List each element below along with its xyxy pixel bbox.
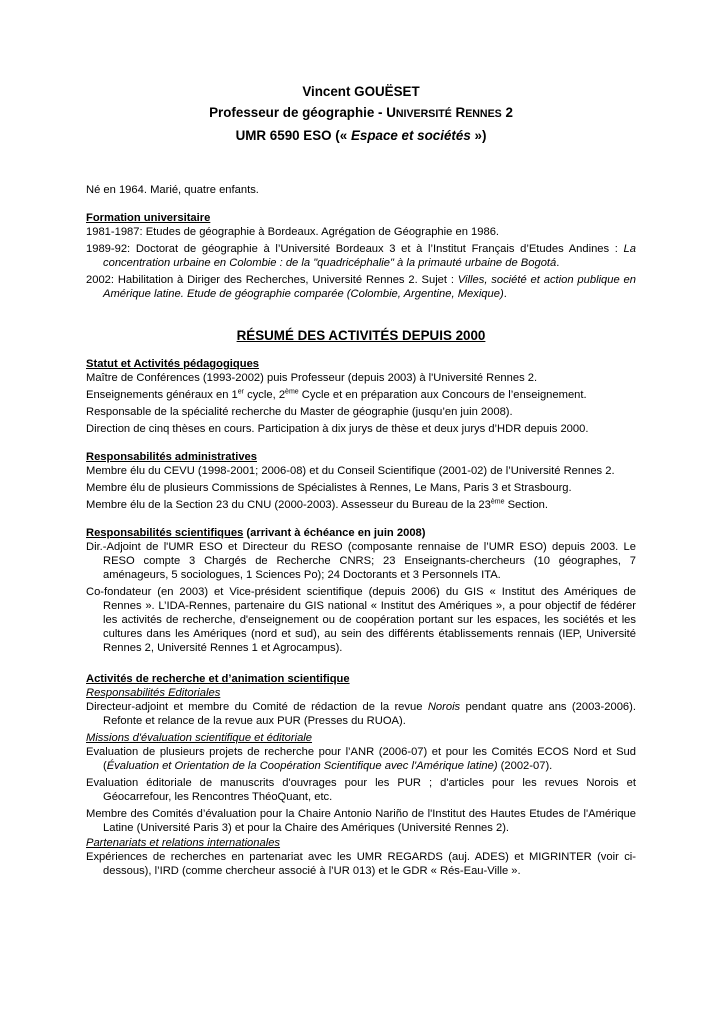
recherche-heading: Activités de recherche et d’animation scientifique [86,673,350,685]
formation-entry-1: 1981-1987: Etudes de géographie à Bordeaux. Agrégation de Géographie en 1986. [86,226,500,238]
recherche-entry-4: Membre des Comités d’évaluation pour la Chaire Antonio Nariño de l'Institut des Hautes Etudes de l'Amérique Latine (Université Paris 3) et pour la Chaire des Amériques (Université Rennes 2). [86,808,636,834]
author-lab: UMR 6590 ESO (« Espace et sociétés ») [235,128,487,143]
scient-heading: Responsabilités scientifiques (arrivant à échéance en juin 2008) [86,527,426,539]
statut-entry-2: Enseignements généraux en 1er cycle, 2ème Cycle et en préparation aux Concours de l’enseignement. [86,388,587,401]
author-name: Vincent GOUËSET [302,84,420,99]
scient-entry-2: Co-fondateur (en 2003) et Vice-président scientifique (depuis 2006) du GIS « Institut des Amériques de Rennes ». L’IDA-Rennes, partenaire du GIS national « Institut des Amériques », a pour objectif de fédérer les activités de recherche, d'enseignement ou de coopération portant sur les espaces, les sociétés et les cultures dans les Amériques (nord et sud), au sein des différents établissements rennais (IEP, Université Rennes 2, Université Rennes 1 et Agrocampus). [86,586,636,654]
recherche-sub-editoriales: Responsabilités Editoriales [86,687,221,699]
formation-heading: Formation universitaire [86,212,211,224]
document-header [86,84,636,143]
recherche-entry-2: Evaluation de plusieurs projets de recherche pour l’ANR (2006-07) et pour les Comités ECOS Nord et Sud (Évaluation et Orientation de la Coopération Scientifique avec l'Amérique latine) (2002-07). [86,746,636,772]
recherche-entry-1: Directeur-adjoint et membre du Comité de rédaction de la revue Norois pendant quatre ans (2003-2006). Refonte et relance de la revue aux PUR (Presses du RUOA). [86,701,636,727]
admin-entry-3: Membre élu de la Section 23 du CNU (2000-2003). Assesseur du Bureau de la 23ème Section. [86,498,549,511]
statut-heading: Statut et Activités pédagogiques [86,358,260,370]
author-title: Professeur de géographie - UNIVERSITÉ RENNES 2 [209,105,513,120]
recherche-entry-3: Evaluation éditoriale de manuscrits d'ouvrages pour les PUR ; d'articles pour les revues Norois et Géocarrefour, les Rencontres ThéoQuant, etc. [86,777,636,803]
formation-entry-3: 2002: Habilitation à Diriger des Recherches, Université Rennes 2. Sujet : Villes, société et action publique en Amérique latine. Etude de géographie comparée (Colombie, Argentine, Mexique). [86,274,636,300]
statut-entry-3: Responsable de la spécialité recherche du Master de géographie (jusqu’en juin 2008). [86,406,513,418]
statut-entry-1: Maître de Conférences (1993-2002) puis Professeur (depuis 2003) à l'Université Rennes 2. [86,372,538,384]
admin-entry-2: Membre élu de plusieurs Commissions de Spécialistes à Rennes, Le Mans, Paris 3 et Strasbourg. [86,482,572,494]
document-page [86,84,636,881]
scient-entry-1: Dir.-Adjoint de l'UMR ESO et Directeur du RESO (composante rennaise de l’UMR ESO) depuis 2003. Le RESO compte 3 Chargés de Recherche CNRS; 23 Enseignants-chercheurs (10 géographes, 7 aménageurs, 5 sociologues, 1 Sciences Po); 24 Doctorants et 3 Personnels ITA. [86,541,636,581]
recherche-entry-5: Expériences de recherches en partenariat avec les UMR REGARDS (auj. ADES) et MIGRINTER (voir ci-dessous), l’IRD (comme chercheur associé à l’UR 013) et le GDR « Rés-Eau-Ville ». [86,851,636,877]
recherche-sub-partenariats: Partenariats et relations internationales [86,837,281,849]
formation-entry-2: 1989-92: Doctorat de géographie à l’Université Bordeaux 3 et à l’Institut Français d’Etudes Andines : La concentration urbaine en Colombie : de la "quadricéphalie" à la primauté urbaine de Bogotá. [86,243,636,269]
admin-entry-1: Membre élu du CEVU (1998-2001; 2006-08) et du Conseil Scientifique (2001-02) de l’Université Rennes 2. [86,465,615,477]
resume-heading: RÉSUMÉ DES ACTIVITÉS DEPUIS 2000 [236,328,486,343]
recherche-sub-evaluation: Missions d'évaluation scientifique et éditoriale [86,732,313,744]
statut-entry-4: Direction de cinq thèses en cours. Participation à dix jurys de thèse et deux jurys d’HDR depuis 2000. [86,423,589,435]
admin-heading: Responsabilités administratives [86,451,257,463]
birth-info: Né en 1964. Marié, quatre enfants. [86,184,259,196]
